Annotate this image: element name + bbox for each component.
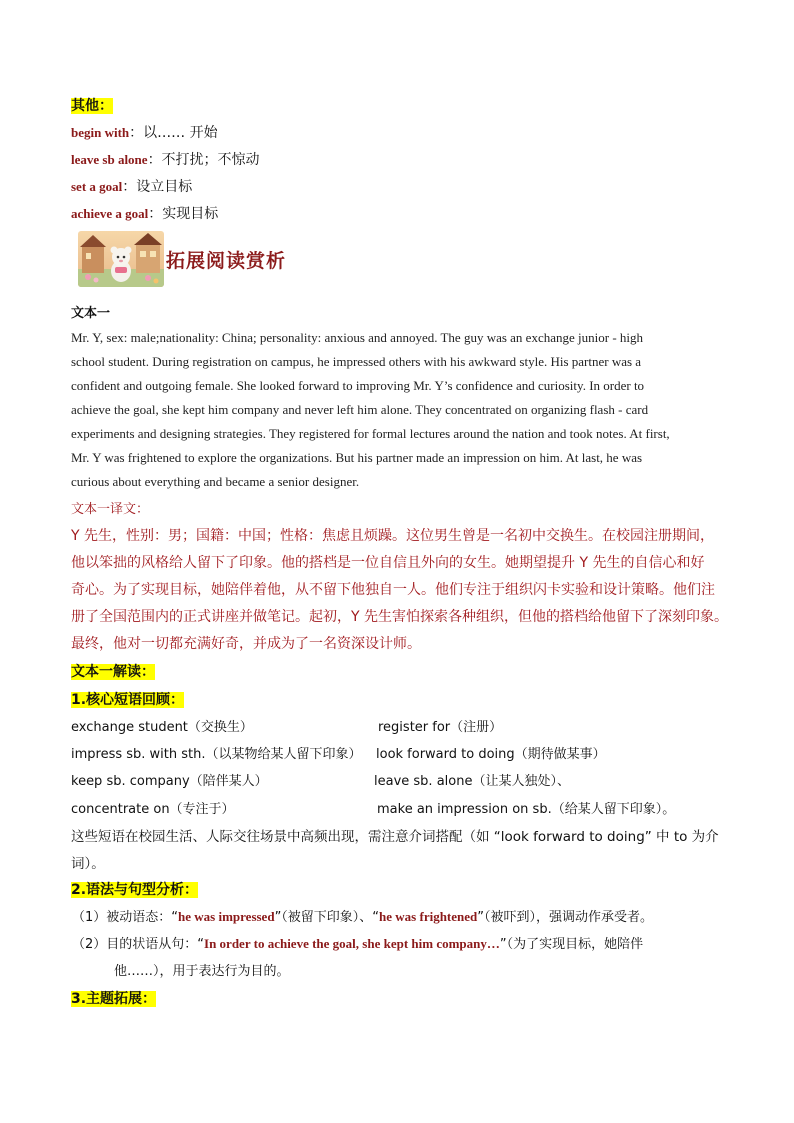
- text1-label: 文本一: [71, 306, 111, 321]
- grammar2-quote: In order to achieve the goal, she kept him company…: [204, 936, 500, 951]
- other-heading-text: 其他：: [71, 98, 113, 114]
- grammar1-quote1: he was impressed: [178, 909, 275, 924]
- phrase-row-left: exchange student（交换生）: [71, 720, 253, 735]
- phrase-cn: ：以…… 开始: [129, 125, 218, 141]
- grammar-point-2: [72, 933, 643, 952]
- other-heading: [71, 95, 113, 115]
- translation-label: 文本一译文：: [71, 502, 150, 517]
- passage-line: Mr. Y was frightened to explore the organizations. But his partner made an impression on him. At last, he was: [71, 450, 643, 465]
- point1-heading: [71, 689, 184, 709]
- grammar1-mid: ”（被留下印象）、“: [274, 910, 380, 925]
- section-title: 拓展阅读赏析: [166, 250, 287, 272]
- point1-heading-text: 1.核心短语回顾：: [71, 692, 185, 708]
- other-phrase-row: [71, 122, 218, 142]
- other-phrase-row: [71, 203, 218, 223]
- analysis-heading: [71, 661, 155, 681]
- grammar-point-1: [72, 906, 653, 925]
- other-phrase-row: [71, 176, 192, 196]
- translation-line: 他以笨拙的风格给人留下了印象。他的搭档是一位自信且外向的女生。她期望提升 Y 先生的自信心和好: [71, 555, 705, 571]
- translation-line: 册了全国范围内的正式讲座并做笔记。起初，Y 先生害怕探索各种组织，但他的搭档给他留下了深刻印象。: [71, 609, 728, 625]
- point3-heading-text: 3.主题拓展：: [71, 991, 157, 1007]
- phrase-en: achieve a goal: [71, 206, 149, 221]
- grammar2-suffix: ”（为了实现目标，她陪伴: [499, 937, 644, 952]
- point3-heading: [71, 988, 156, 1008]
- analysis-heading-text: 文本一解读：: [71, 664, 155, 680]
- phrase-row-left: keep sb. company（陪伴某人）: [71, 774, 268, 789]
- translation-line: 最终，他对一切都充满好奇，并成为了一名资深设计师。: [71, 636, 421, 652]
- phrase-cn: ：实现目标: [148, 206, 219, 222]
- grammar1-quote2: he was frightened: [379, 909, 478, 924]
- grammar1-suffix: ”（被吓到），强调动作承受者。: [477, 910, 654, 925]
- grammar2-prefix: （2）目的状语从句：“: [72, 937, 205, 952]
- passage-line: curious about everything and became a senior designer.: [71, 474, 360, 489]
- phrase-row-left: concentrate on（专注于）: [71, 802, 235, 817]
- passage-line: confident and outgoing female. She looked forward to improving Mr. Y’s confidence and curiosity. In order to: [71, 378, 645, 393]
- cartoon-house-image: [78, 231, 164, 287]
- section-illustration: [78, 231, 164, 287]
- point2-heading: [71, 879, 198, 899]
- point2-heading-text: 2.语法与句型分析：: [71, 882, 199, 898]
- phrase-en: begin with: [71, 125, 130, 140]
- phrase-row-right: register for（注册）: [378, 720, 503, 735]
- phrase-en: leave sb alone: [71, 152, 148, 167]
- note-line: 这些短语在校园生活、人际交往场景中高频出现，需注意介词搭配（如 “look forward to doing” 中 to 为介: [71, 829, 719, 845]
- passage-line: experiments and designing strategies. They registered for formal lectures around the nation and took notes. At first,: [71, 426, 670, 441]
- phrase-cn: ：设立目标: [122, 179, 193, 195]
- phrase-row-right: leave sb. alone（让某人独处）、: [374, 774, 570, 789]
- phrase-en: set a goal: [71, 179, 123, 194]
- phrase-row-right: look forward to doing（期待做某事）: [376, 747, 606, 762]
- translation-line: Y 先生，性别：男；国籍：中国；性格：焦虑且烦躁。这位男生曾是一名初中交换生。在校园注册期间，: [71, 528, 714, 544]
- passage-line: school student. During registration on campus, he impressed others with his awkward style. His partner was a: [71, 354, 642, 369]
- translation-line: 奇心。为了实现目标，她陪伴着他，从不留下他独自一人。他们专注于组织闪卡实验和设计策略。他们注: [71, 582, 715, 598]
- grammar-point-2-cont: 他……），用于表达行为目的。: [114, 964, 290, 979]
- grammar1-prefix: （1）被动语态：“: [72, 910, 179, 925]
- note-line: 词）。: [71, 856, 105, 872]
- phrase-row-left: impress sb. with sth.（以某物给某人留下印象）: [71, 747, 362, 762]
- phrase-cn: ：不打扰；不惊动: [147, 152, 260, 168]
- passage-line: achieve the goal, she kept him company and never left him alone. They concentrated on organizing flash - card: [71, 402, 649, 417]
- phrase-row-right: make an impression on sb.（给某人留下印象）。: [377, 802, 676, 817]
- passage-line: Mr. Y, sex: male;nationality: China; personality: anxious and annoyed. The guy was an exchange junior - high: [71, 330, 644, 345]
- other-phrase-row: [71, 149, 260, 169]
